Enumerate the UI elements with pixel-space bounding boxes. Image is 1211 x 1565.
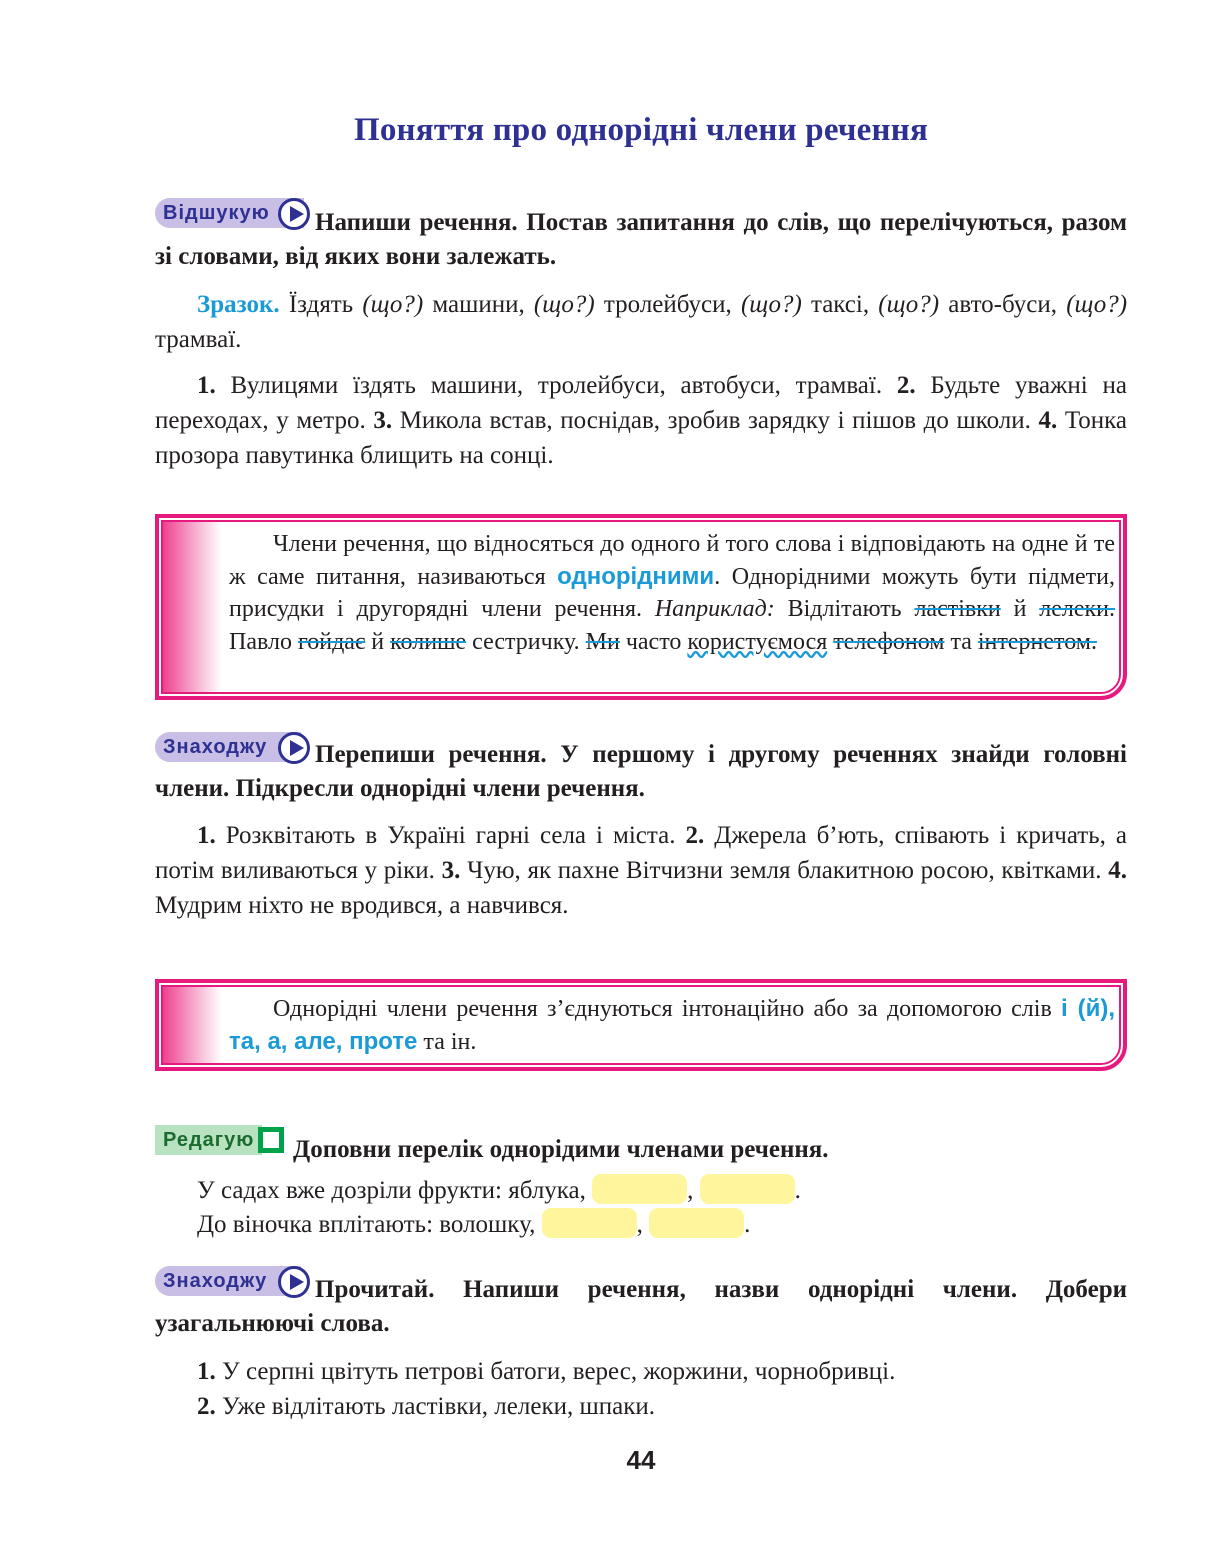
sample-text: тролейбуси,	[594, 291, 741, 318]
sentence-number: 1.	[197, 822, 216, 849]
sentence-number: 2.	[896, 372, 916, 399]
example-text: та	[944, 628, 978, 655]
sample-question: (що?)	[533, 291, 595, 318]
task1-heading	[155, 206, 1127, 274]
answer-blank[interactable]	[649, 1208, 744, 1238]
rule-box-homogeneous	[155, 514, 1127, 700]
marked-word: ластівки	[914, 596, 1001, 622]
sample-label: Зразок.	[197, 291, 280, 318]
sentence-text: Микола встав, поснідав, зробив зарядку і пішов до школи.	[392, 407, 1039, 434]
task-badge-find: Відшукую	[155, 198, 304, 228]
sample-text: Їздять	[288, 291, 363, 318]
comma: ,	[636, 1211, 643, 1238]
sentence-number: 4.	[1038, 407, 1058, 434]
sample-text: таксі,	[801, 291, 879, 318]
answer-blank[interactable]	[542, 1208, 637, 1238]
rule-intro: Однорідні члени речення з’єднуються інтонаційно або за допомогою слів	[273, 996, 1062, 1022]
sentence-text: Будьте уважні на переходах, у метро.	[155, 372, 1127, 434]
answer-blank[interactable]	[700, 1174, 795, 1204]
sentence-text: Чую, як пахне Вітчизни земля блакитною росою, квітками.	[460, 857, 1109, 884]
sample-question: (що?)	[1066, 291, 1128, 318]
task4-heading	[155, 1273, 1127, 1341]
example-label: Наприклад:	[654, 596, 775, 622]
task1-heading-text: Напиши речення. Постав запитання до слів, що перелічуються, разом зі словами, від яких вони залежать.	[155, 209, 1127, 270]
example-text: Павло	[229, 628, 298, 655]
sentence-text: Розквітають в Україні гарні села і міста.	[215, 822, 686, 849]
rule-box-conjunctions	[155, 979, 1127, 1071]
rule-body: . Однорідними можуть бути підмети, присудки і другорядні члени речення.	[229, 563, 1116, 622]
rule-text	[229, 518, 1115, 658]
sample-text: трамваї.	[155, 326, 242, 353]
sentence-text: Вулицями їздять машини, тролейбуси, автобуси, трамваї.	[215, 372, 897, 399]
sentence-text: Уже відлітають ластівки, лелеки, шпаки.	[215, 1393, 655, 1420]
sample-question: (що?)	[740, 291, 802, 318]
task1-sentences	[155, 368, 1127, 473]
sentence-number: 1.	[197, 372, 216, 399]
marked-word: Ми	[585, 628, 620, 655]
answer-blank[interactable]	[592, 1174, 687, 1204]
marked-word: лелеки.	[1039, 596, 1116, 622]
rule-conjunctions: і (й), та, а, але, проте	[229, 995, 1115, 1055]
page-number: 44	[626, 1445, 656, 1475]
comma: ,	[687, 1177, 694, 1204]
fill-line-1	[197, 1173, 801, 1208]
task3-heading: Доповни перелік однорідими членами речення.	[293, 1136, 829, 1163]
task-badge-locate-2: Знаходжу	[155, 1266, 301, 1296]
marked-word: інтернетом.	[977, 628, 1097, 655]
sample-question: (що?)	[878, 291, 940, 318]
page-title: Поняття про однорідні члени речення	[353, 112, 928, 148]
period: .	[794, 1177, 801, 1204]
rule-term: однорідними	[557, 562, 715, 590]
marked-word: телефоном	[833, 628, 945, 655]
sentence-number: 2.	[685, 822, 705, 849]
sentence-number: 3.	[373, 407, 393, 434]
sentence-text: Мудрим ніхто не вродився, а навчився.	[155, 892, 569, 919]
period: .	[744, 1211, 751, 1238]
sentence-text: Тонка прозора павутинка блищить на сонці.	[155, 407, 1127, 469]
task4-sentence-2	[197, 1389, 655, 1424]
task4-heading-text: Прочитай. Напиши речення, назви однорідні члени. Добери узагальнюючі слова.	[155, 1276, 1127, 1337]
task-badge-locate: Знаходжу	[155, 732, 301, 762]
fill-line-2	[197, 1207, 750, 1242]
task4-sentence-1	[197, 1354, 895, 1389]
example-text: Відлітають	[774, 596, 915, 622]
example-text: й	[365, 628, 391, 655]
sentence-number: 4.	[1108, 857, 1127, 884]
task-badge-edit: Редагую	[155, 1125, 262, 1155]
example-text: часто	[619, 628, 688, 655]
sentence-text: У серпні цвітуть петрові батоги, верес, жоржини, чорнобривці.	[215, 1358, 896, 1385]
sentence-text: Джерела б’ють, співають і кричать, а потім виливаються у ріки.	[155, 822, 1127, 884]
task1-sample	[155, 287, 1127, 357]
edit-square-icon	[258, 1127, 284, 1153]
sentence-number: 2.	[197, 1393, 216, 1420]
sentence-number: 1.	[197, 1358, 216, 1385]
marked-word: колише	[390, 628, 467, 655]
rule-intro: Члени речення, що відносяться до одного й того слова і відповідають на одне й те ж саме питання, називаються	[229, 531, 1115, 590]
sample-text: машини,	[423, 291, 534, 318]
example-text: сестричку.	[466, 628, 586, 655]
task2-sentences	[155, 818, 1127, 923]
rule-text	[229, 983, 1115, 1058]
marked-word: гойдає	[297, 628, 366, 655]
example-text: й	[1000, 596, 1040, 622]
sample-question: (що?)	[362, 291, 424, 318]
fill-text: До віночка вплітають: волошку,	[197, 1211, 536, 1238]
task2-heading	[155, 738, 1127, 806]
sentence-number: 3.	[441, 857, 461, 884]
task2-heading-text: Перепиши речення. У першому і другому реченнях знайди головні члени. Підкресли однорідні члени речення.	[155, 741, 1127, 802]
sample-text: авто-буси,	[939, 291, 1067, 318]
marked-word: користуємося	[687, 628, 828, 655]
rule-tail: та ін.	[417, 1028, 477, 1055]
fill-text: У садах вже дозріли фрукти: яблука,	[197, 1177, 586, 1204]
